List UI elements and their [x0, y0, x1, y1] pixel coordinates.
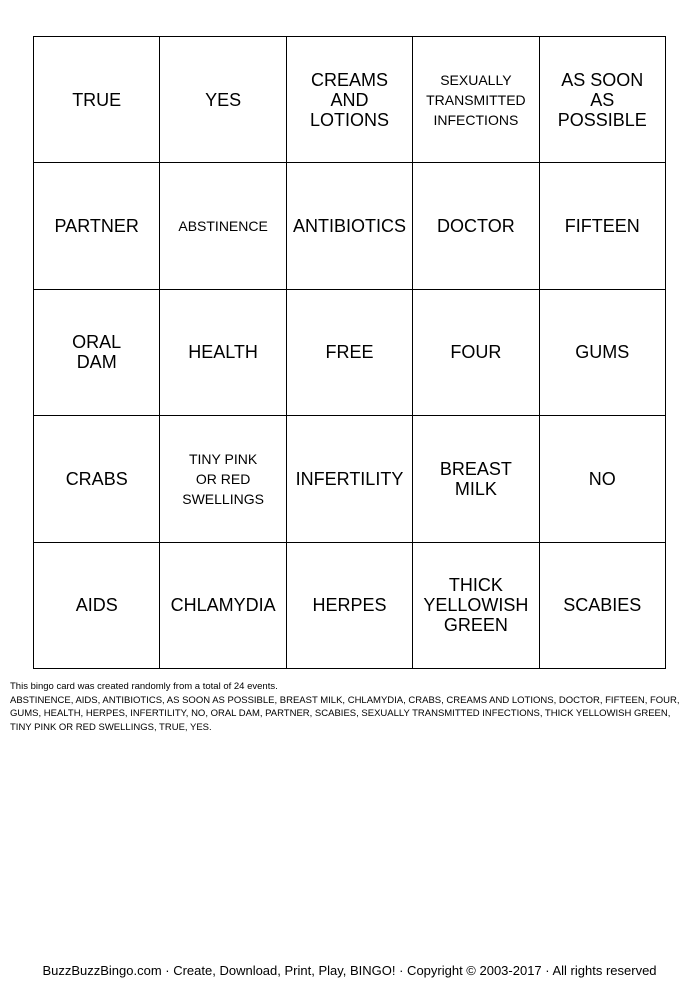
- bingo-cell: [34, 163, 160, 289]
- cell-text: YES: [205, 89, 242, 110]
- bingo-cell: [160, 416, 286, 542]
- cell-text: SEXUALLY TRANSMITTED INFECTIONS: [426, 71, 526, 128]
- bingo-cell: [413, 163, 539, 289]
- bingo-cell: [160, 290, 286, 416]
- bingo-cell: [287, 290, 413, 416]
- bingo-card: [33, 36, 666, 669]
- cell-text: ORAL DAM: [72, 332, 122, 373]
- cell-text: ABSTINENCE: [178, 218, 268, 235]
- cell-text: HEALTH: [188, 342, 258, 363]
- bingo-cell: [287, 416, 413, 542]
- bingo-cell: [540, 163, 666, 289]
- bingo-cell: [540, 290, 666, 416]
- bingo-cell: [540, 543, 666, 669]
- cell-text: CRABS: [65, 468, 128, 489]
- copyright-line: BuzzBuzzBingo.com · Create, Download, Print, Play, BINGO! · Copyright © 2003-2017 · All rights reserved: [42, 963, 657, 978]
- bingo-cell: [34, 416, 160, 542]
- bingo-cell: [413, 416, 539, 542]
- cell-text: TRUE: [72, 89, 122, 110]
- cell-text: DOCTOR: [437, 216, 515, 237]
- bingo-cell: [34, 543, 160, 669]
- events-list: ABSTINENCE, AIDS, ANTIBIOTICS, AS SOON AS POSSIBLE, BREAST MILK, CHLAMYDIA, CRABS, CREAMS AND LOTIONS, DOCTOR, FIFTEEN, FOUR, GUMS, HEALTH, HERPES, INFERTILITY, NO, ORAL DAM, PARTNER, SCABIES, SEXUALLY TRANSMITTED INFECTIONS, THICK YELLOWISH GREEN, TINY PINK OR RED SWELLINGS, TRUE, YES.: [10, 694, 680, 733]
- bingo-cell: [160, 37, 286, 163]
- events-summary: This bingo card was created randomly from a total of 24 events.: [10, 681, 278, 692]
- bingo-cell: [160, 543, 286, 669]
- events-note: [10, 680, 690, 734]
- bingo-cell: [413, 37, 539, 163]
- cell-text: CREAMS AND LOTIONS: [309, 69, 389, 130]
- cell-text: NO: [588, 468, 616, 489]
- cell-text: FIFTEEN: [564, 216, 640, 237]
- bingo-cell: [287, 543, 413, 669]
- cell-text: AS SOON AS POSSIBLE: [557, 69, 647, 130]
- cell-text: THICK YELLOWISH GREEN: [423, 575, 529, 636]
- cell-text: FREE: [325, 342, 374, 363]
- bingo-cell: [413, 290, 539, 416]
- cell-text: BREAST MILK: [439, 458, 512, 499]
- cell-text: GUMS: [575, 342, 630, 363]
- cell-text: HERPES: [312, 595, 387, 616]
- cell-text: AIDS: [75, 595, 118, 616]
- cell-text: SCABIES: [563, 595, 642, 616]
- cell-text: FOUR: [450, 342, 502, 363]
- cell-text: ANTIBIOTICS: [292, 216, 406, 237]
- bingo-cell: [540, 416, 666, 542]
- bingo-cell: [34, 37, 160, 163]
- cell-text: INFERTILITY: [295, 468, 404, 489]
- bingo-cell: [34, 290, 160, 416]
- bingo-cell: [160, 163, 286, 289]
- bingo-cell: [540, 37, 666, 163]
- bingo-cell: [287, 37, 413, 163]
- cell-text: TINY PINK OR RED SWELLINGS: [182, 450, 264, 507]
- bingo-cell: [413, 543, 539, 669]
- cell-text: PARTNER: [54, 216, 139, 237]
- bingo-cell: [287, 163, 413, 289]
- cell-text: CHLAMYDIA: [170, 595, 276, 616]
